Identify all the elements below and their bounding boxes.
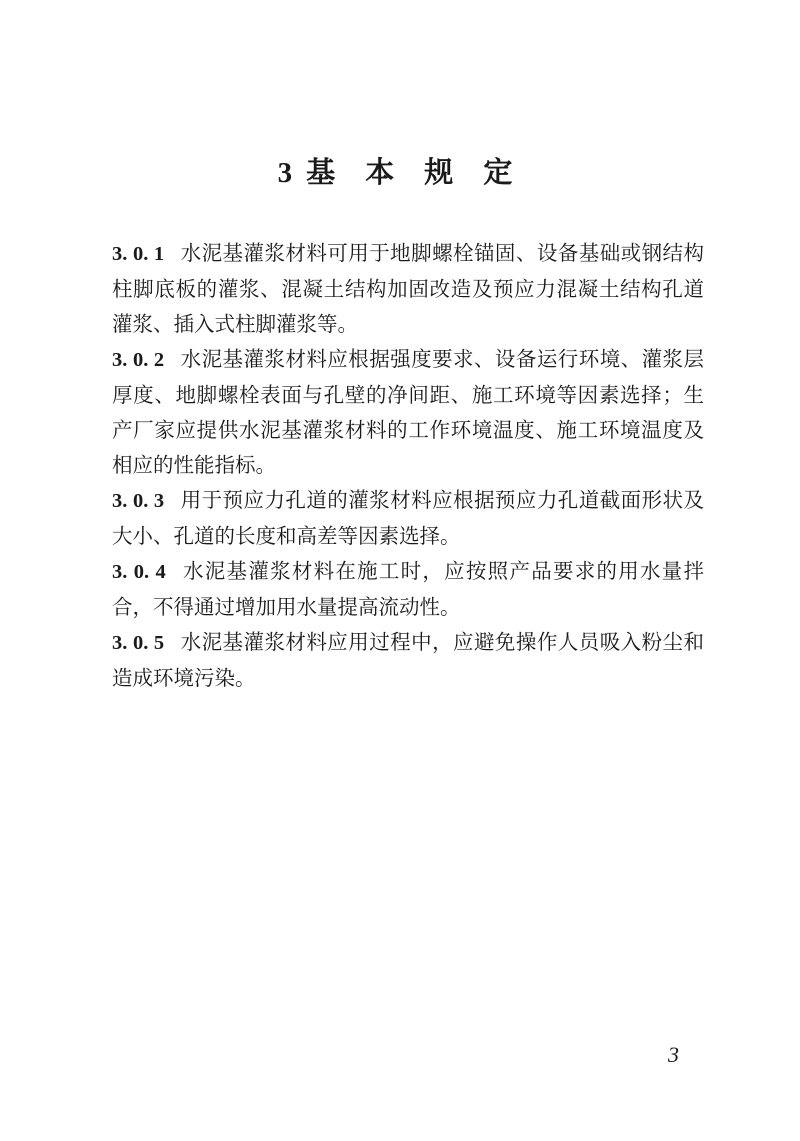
clause-number: 3. 0. 4 — [112, 561, 166, 583]
clause-text: 水泥基灌浆材料应用过程中，应避免操作人员吸入粉尘和造成环境污染。 — [112, 630, 705, 690]
clause-number: 3. 0. 2 — [112, 349, 165, 371]
clause-number: 3. 0. 1 — [112, 243, 165, 265]
clause-text: 水泥基灌浆材料应根据强度要求、设备运行环境、灌浆层厚度、地脚螺栓表面与孔壁的净间距、施工环境等因素选择；生产厂家应提供水泥基灌浆材料的工作环境温度、施工环境温度及相应的性能指标。 — [112, 347, 705, 477]
clause — [112, 625, 704, 696]
clause — [112, 342, 704, 483]
clause-text: 水泥基灌浆材料在施工时，应按照产品要求的用水量拌合，不得通过增加用水量提高流动性。 — [112, 559, 705, 619]
clause-number: 3. 0. 5 — [112, 632, 165, 654]
chapter-number: 3 — [277, 157, 293, 189]
clause — [112, 554, 704, 625]
clause-list — [112, 236, 704, 696]
clause — [112, 483, 704, 554]
chapter-title: 基 本 规 定 — [306, 155, 523, 189]
clause-number: 3. 0. 3 — [112, 490, 165, 512]
clause — [112, 236, 704, 342]
clause-text: 水泥基灌浆材料可用于地脚螺栓锚固、设备基础或钢结构柱脚底板的灌浆、混凝土结构加固改造及预应力混凝土结构孔道灌浆、插入式柱脚灌浆等。 — [112, 241, 705, 336]
page-number: 3 — [668, 1042, 679, 1067]
chapter-heading — [0, 152, 800, 193]
clause-text: 用于预应力孔道的灌浆材料应根据预应力孔道截面形状及大小、孔道的长度和高差等因素选择。 — [112, 488, 705, 548]
